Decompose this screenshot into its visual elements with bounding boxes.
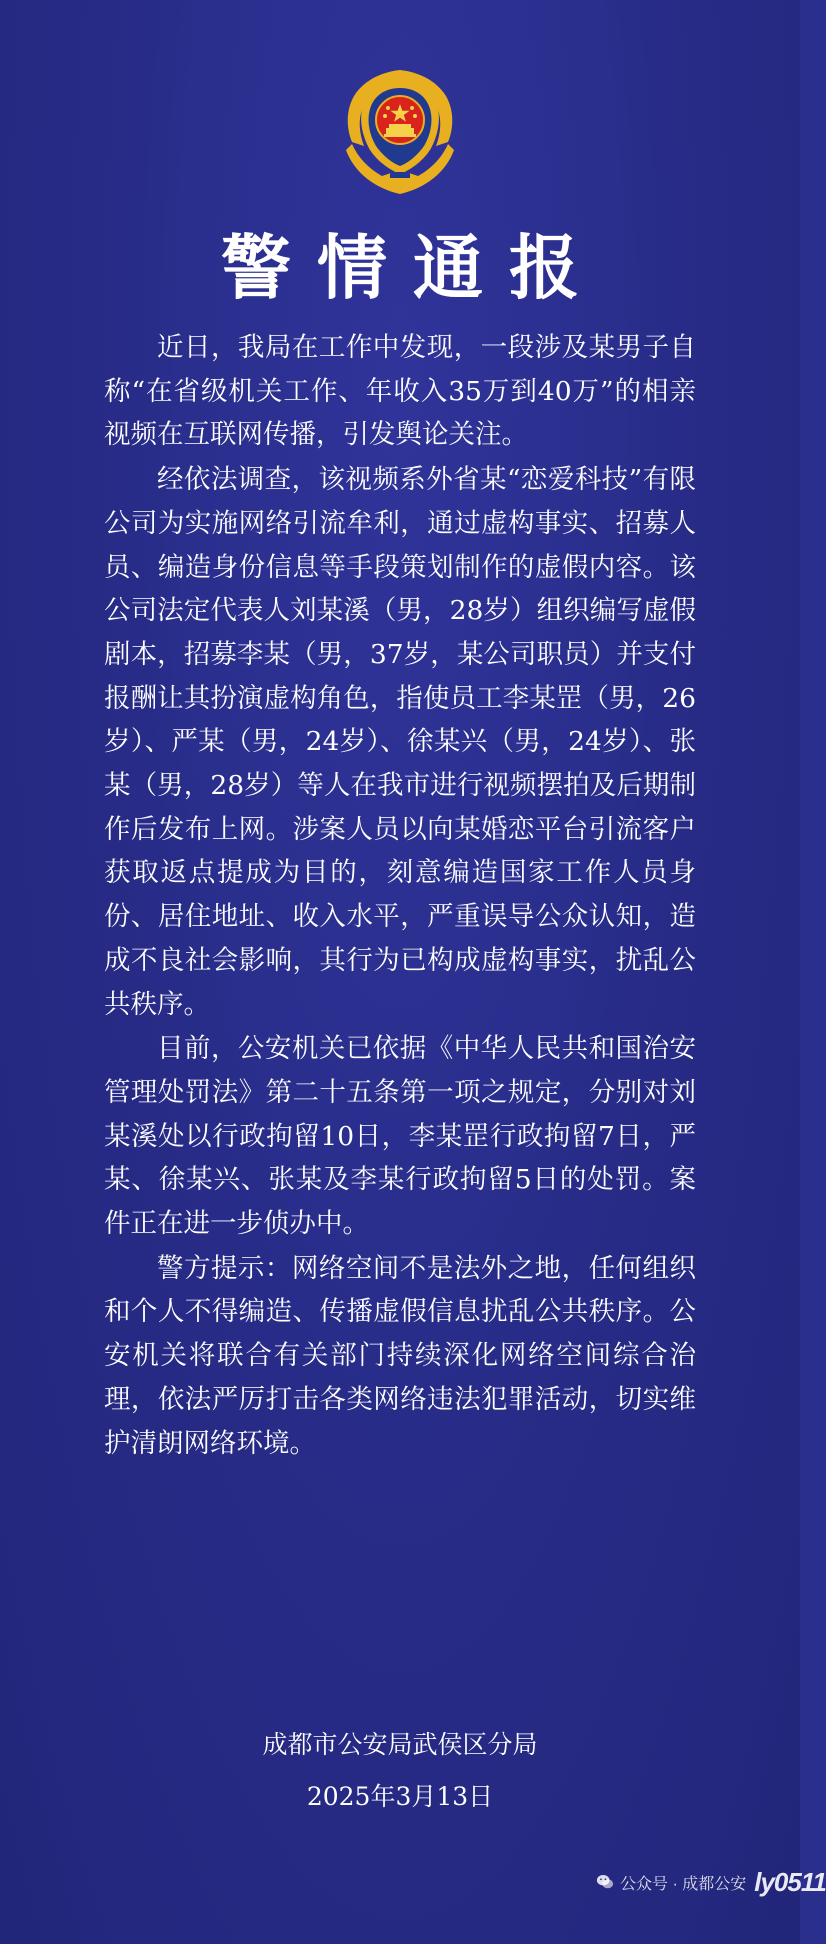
paragraph: 经依法调查，该视频系外省某“恋爱科技”有限公司为实施网络引流牟利，通过虚构事实、招募人员、编造身份信息等手段策划制作的虚假内容。该公司法定代表人刘某溪（男，28岁）组织编写虚假剧本，招募李某（男，37岁，某公司职员）并支付报酬让其扮演虚构角色，指使员工李某罡（男，26岁）、严某（男，24岁）、徐某兴（男，24岁）、张某（男，28岁）等人在我市进行视频摆拍及后期制作后发布上网。涉案人员以向某婚恋平台引流客户获取返点提成为目的，刻意编造国家工作人员身份、居住地址、收入水平，严重误导公众认知，造成不良社会影响，其行为已构成虚构事实，扰乱公共秩序。 [104, 464, 696, 1020]
paragraph: 目前，公安机关已依据《中华人民共和国治安管理处罚法》第二十五条第一项之规定，分别对刘某溪处以行政拘留10日，李某罡行政拘留7日，严某、徐某兴、张某及李某行政拘留5日的处罚。案件正在进一步侦办中。 [104, 1033, 696, 1240]
issue-date: 2025年3月13日 [306, 1782, 494, 1811]
page-title: 警情通报 [221, 226, 605, 309]
notice-body [104, 326, 696, 1466]
watermark-account: 公众号 · 成都公安 [620, 1875, 747, 1893]
wechat-icon [596, 1873, 614, 1891]
watermark [596, 1862, 826, 1902]
issuer-name: 成都市公安局武侯区分局 [262, 1730, 538, 1759]
watermark-logo: ly0511 [754, 1866, 826, 1897]
paragraph: 近日，我局在工作中发现，一段涉及某男子自称“在省级机关工作、年收入35万到40万”的相亲视频在互联网传播，引发舆论关注。 [104, 332, 696, 451]
police-emblem-icon [338, 66, 462, 198]
paragraph: 警方提示：网络空间不是法外之地，任何组织和个人不得编造、传播虚假信息扰乱公共秩序。公安机关将联合有关部门持续深化网络空间综合治理，依法严厉打击各类网络违法犯罪活动，切实维护清朗网络环境。 [104, 1252, 696, 1459]
